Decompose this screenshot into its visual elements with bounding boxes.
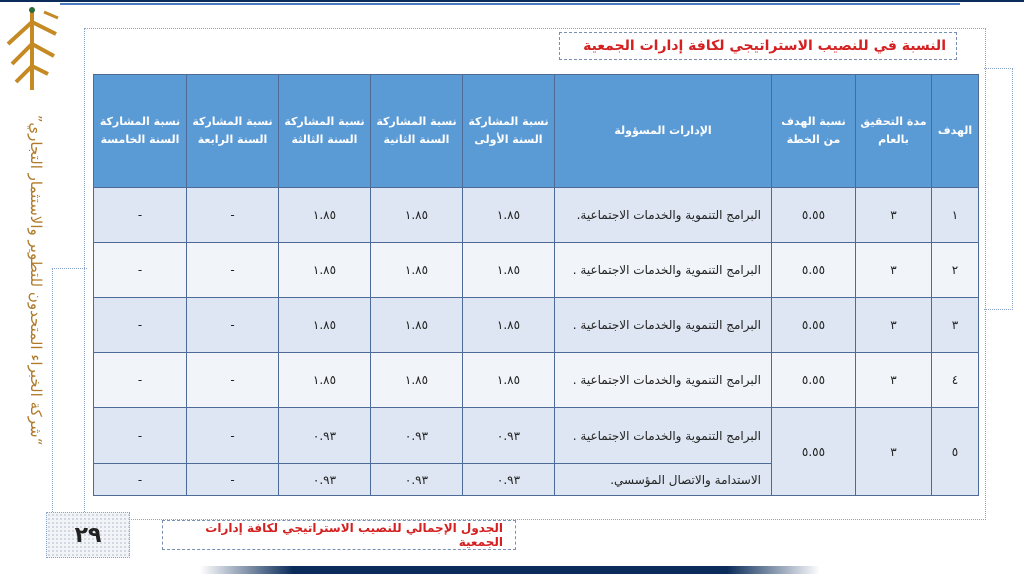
- bottom-bar: [200, 566, 820, 574]
- cell-year2: ١.٨٥: [371, 243, 463, 298]
- cell-duration: ٣: [856, 298, 932, 353]
- table-row: [94, 298, 979, 353]
- cell-department: البرامج التنموية والخدمات الاجتماعية .: [555, 243, 772, 298]
- header-year5: نسبة المشاركة السنة الخامسة: [94, 75, 187, 188]
- header-duration: مدة التحقيق بالعام: [856, 75, 932, 188]
- cell-year4: -: [187, 408, 279, 464]
- cell-year1: ١.٨٥: [463, 188, 555, 243]
- cell-year2: ٠.٩٣: [371, 408, 463, 464]
- cell-target: ٥.٥٥: [772, 188, 856, 243]
- cell-year2: ١.٨٥: [371, 188, 463, 243]
- table-row: [94, 408, 979, 464]
- cell-year3: ٠.٩٣: [279, 408, 371, 464]
- cell-year5: -: [94, 353, 187, 408]
- cell-year5: -: [94, 298, 187, 353]
- cell-department: البرامج التنموية والخدمات الاجتماعية.: [555, 188, 772, 243]
- cell-target: ٥.٥٥: [772, 353, 856, 408]
- cell-department: البرامج التنموية والخدمات الاجتماعية .: [555, 298, 772, 353]
- cell-goal: ٢: [932, 243, 979, 298]
- page-number: ٢٩: [46, 512, 130, 558]
- header-year3: نسبة المشاركة السنة الثالثة: [279, 75, 371, 188]
- cell-duration: ٣: [856, 188, 932, 243]
- cell-department: الاستدامة والاتصال المؤسسي.: [555, 464, 772, 496]
- header-departments: الإدارات المسؤولة: [555, 75, 772, 188]
- cell-goal: ١: [932, 188, 979, 243]
- cell-year1: ٠.٩٣: [463, 464, 555, 496]
- top-bar: [0, 0, 1024, 6]
- cell-department: البرامج التنموية والخدمات الاجتماعية .: [555, 408, 772, 464]
- cell-year2: ١.٨٥: [371, 298, 463, 353]
- cell-goal: ٤: [932, 353, 979, 408]
- header-year2: نسبة المشاركة السنة الثانية: [371, 75, 463, 188]
- cell-department: البرامج التنموية والخدمات الاجتماعية .: [555, 353, 772, 408]
- cell-year3: ١.٨٥: [279, 353, 371, 408]
- header-year4: نسبة المشاركة السنة الرابعة: [187, 75, 279, 188]
- cell-year3: ١.٨٥: [279, 188, 371, 243]
- header-year1: نسبة المشاركة السنة الأولى: [463, 75, 555, 188]
- cell-year3: ١.٨٥: [279, 243, 371, 298]
- cell-year4: -: [187, 353, 279, 408]
- table-row: [94, 188, 979, 243]
- cell-goal: ٥: [932, 408, 979, 496]
- cell-year5: -: [94, 464, 187, 496]
- cell-duration: ٣: [856, 243, 932, 298]
- cell-goal: ٣: [932, 298, 979, 353]
- cell-year4: -: [187, 188, 279, 243]
- company-logo-icon: [2, 4, 62, 96]
- table-row: [94, 243, 979, 298]
- table-row: [94, 353, 979, 408]
- cell-target: ٥.٥٥: [772, 243, 856, 298]
- cell-year4: -: [187, 298, 279, 353]
- left-dotted-frame: [52, 268, 87, 520]
- header-goal: الهدف: [932, 75, 979, 188]
- right-dotted-frame: [984, 68, 1013, 310]
- page-title: النسبة في للنصيب الاستراتيجي لكافة إدارات الجمعية: [559, 32, 957, 60]
- cell-target: ٥.٥٥: [772, 298, 856, 353]
- strategic-share-table: [93, 74, 979, 496]
- cell-year4: -: [187, 243, 279, 298]
- cell-year2: ١.٨٥: [371, 353, 463, 408]
- cell-duration: ٣: [856, 408, 932, 496]
- cell-year5: -: [94, 188, 187, 243]
- table-header-row: [94, 75, 979, 188]
- cell-target: ٥.٥٥: [772, 408, 856, 496]
- table-caption: الجدول الإجمالي للنصيب الاستراتيجي لكافة إدارات الجمعية: [162, 520, 516, 550]
- cell-duration: ٣: [856, 353, 932, 408]
- cell-year1: ١.٨٥: [463, 353, 555, 408]
- cell-year5: -: [94, 243, 187, 298]
- cell-year3: ١.٨٥: [279, 298, 371, 353]
- cell-year4: -: [187, 464, 279, 496]
- cell-year5: -: [94, 408, 187, 464]
- cell-year1: ١.٨٥: [463, 243, 555, 298]
- cell-year3: ٠.٩٣: [279, 464, 371, 496]
- cell-year1: ٠.٩٣: [463, 408, 555, 464]
- company-name-vertical: “شركة الخبراء المتحدون للتطوير والاستثمار التجاري”: [27, 114, 45, 446]
- cell-year1: ١.٨٥: [463, 298, 555, 353]
- cell-year2: ٠.٩٣: [371, 464, 463, 496]
- header-target-ratio: نسبة الهدف من الخطة: [772, 75, 856, 188]
